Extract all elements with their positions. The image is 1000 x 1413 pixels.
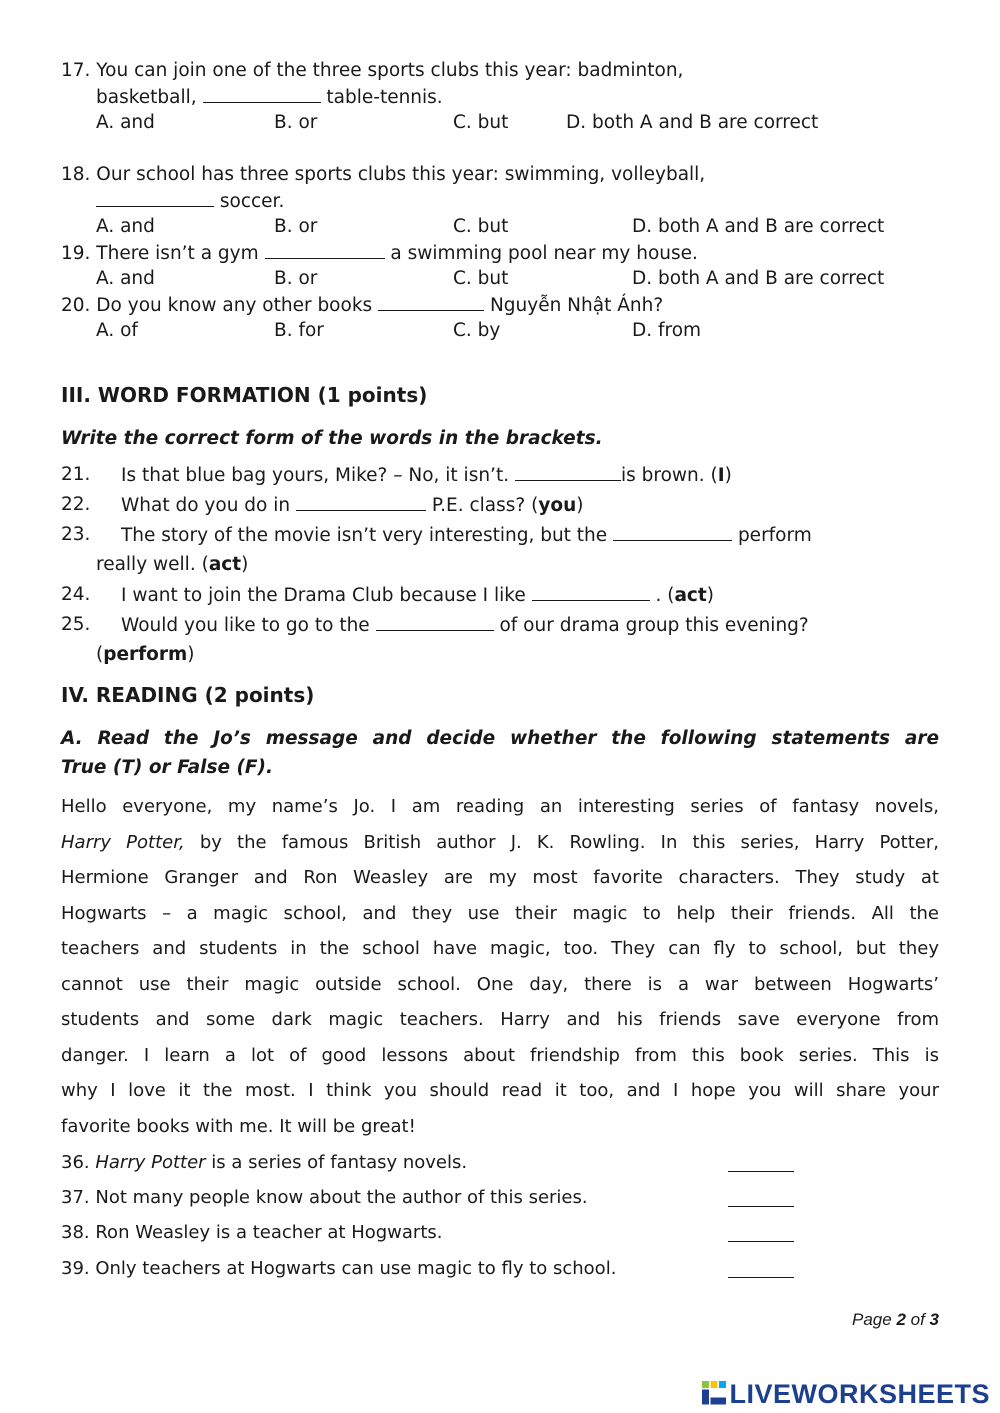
q19-blank[interactable] bbox=[265, 242, 385, 259]
passage-line: cannot use their magic outside school. One day, there is a war between Hogwarts’ bbox=[61, 974, 939, 995]
q19-option-b[interactable]: B. or bbox=[274, 268, 318, 289]
passage-line: teachers and students in the school have magic, too. They can fly to school, but they bbox=[61, 938, 939, 959]
passage-line: danger. I learn a lot of good lessons about friendship from this book series. This is bbox=[61, 1045, 939, 1066]
q19-option-c[interactable]: C. but bbox=[453, 268, 509, 289]
q17-stem-cont: basketball, table-tennis. bbox=[96, 87, 443, 108]
q17-blank[interactable] bbox=[203, 86, 321, 103]
q25-blank[interactable] bbox=[376, 614, 494, 631]
section-3-heading: III. WORD FORMATION (1 points) bbox=[61, 383, 428, 407]
q25-text: Would you like to go to the of our drama group this evening? bbox=[121, 615, 809, 636]
answer-blank-37[interactable] bbox=[728, 1190, 794, 1207]
q25-number: 25. bbox=[61, 614, 91, 635]
q24-number: 24. bbox=[61, 584, 91, 605]
passage-line: Harry Potter, by the famous British author J. K. Rowling. In this series, Harry Potter, bbox=[61, 832, 939, 853]
statement-38: 38. Ron Weasley is a teacher at Hogwarts. bbox=[61, 1222, 443, 1243]
q21-text: Is that blue bag yours, Mike? – No, it isn’t. is brown. (I) bbox=[121, 465, 732, 486]
q18-stem: 18. Our school has three sports clubs this year: swimming, volleyball, bbox=[61, 164, 706, 185]
passage-line: why I love it the most. I think you should read it too, and I hope you will share your bbox=[61, 1080, 939, 1101]
q20-stem: 20. Do you know any other books Nguyễn Nhật Ánh? bbox=[61, 295, 664, 316]
section-4-instruction-cont: True (T) or False (F). bbox=[61, 757, 274, 778]
q17-option-d[interactable]: D. both A and B are correct bbox=[566, 112, 819, 133]
passage-line: Hermione Granger and Ron Weasley are my most favorite characters. They study at bbox=[61, 867, 939, 888]
section-4-instruction: A. Read the Jo’s message and decide whether the following statements are bbox=[61, 728, 939, 749]
q20-blank[interactable] bbox=[378, 294, 484, 311]
q17-option-b[interactable]: B. or bbox=[274, 112, 318, 133]
q18-option-d[interactable]: D. both A and B are correct bbox=[632, 216, 885, 237]
q18-option-b[interactable]: B. or bbox=[274, 216, 318, 237]
q23-text: The story of the movie isn’t very interesting, but the perform bbox=[121, 525, 812, 546]
passage-line: students and some dark magic teachers. Harry and his friends save everyone from bbox=[61, 1009, 939, 1030]
q18-option-c[interactable]: C. but bbox=[453, 216, 509, 237]
q21-blank[interactable] bbox=[515, 464, 621, 481]
section-4-heading: IV. READING (2 points) bbox=[61, 683, 315, 707]
q19-option-a[interactable]: A. and bbox=[96, 268, 155, 289]
q23-blank[interactable] bbox=[613, 524, 732, 541]
passage-line: Hogwarts – a magic school, and they use their magic to help their friends. All the bbox=[61, 903, 939, 924]
q22-number: 22. bbox=[61, 494, 91, 515]
statement-39: 39. Only teachers at Hogwarts can use magic to fly to school. bbox=[61, 1258, 617, 1279]
q18-stem-cont: soccer. bbox=[96, 190, 284, 212]
q21-number: 21. bbox=[61, 464, 91, 485]
q20-option-c[interactable]: C. by bbox=[453, 320, 501, 341]
statement-37: 37. Not many people know about the author of this series. bbox=[61, 1187, 588, 1208]
q24-text: I want to join the Drama Club because I like . (act) bbox=[121, 585, 714, 606]
section-3-instruction: Write the correct form of the words in the brackets. bbox=[61, 428, 603, 449]
statement-36: 36. Harry Potter is a series of fantasy novels. bbox=[61, 1152, 468, 1173]
q24-blank[interactable] bbox=[532, 584, 650, 601]
q18-blank[interactable] bbox=[96, 190, 214, 207]
q20-option-d[interactable]: D. from bbox=[632, 320, 702, 341]
q17-option-c[interactable]: C. but bbox=[453, 112, 509, 133]
answer-blank-39[interactable] bbox=[728, 1261, 794, 1278]
passage-line: favorite books with me. It will be great! bbox=[61, 1116, 416, 1137]
q19-option-d[interactable]: D. both A and B are correct bbox=[632, 268, 885, 289]
q25-text-cont: (perform) bbox=[96, 644, 195, 665]
q22-blank[interactable] bbox=[296, 494, 426, 511]
q20-option-a[interactable]: A. of bbox=[96, 320, 138, 341]
passage-line: Hello everyone, my name’s Jo. I am reading an interesting series of fantasy novels, bbox=[61, 796, 939, 817]
liveworksheets-brand-text: LIVEWORKSHEETS bbox=[729, 1379, 990, 1409]
q23-text-cont: really well. (act) bbox=[96, 554, 249, 575]
answer-blank-38[interactable] bbox=[728, 1225, 794, 1242]
liveworksheets-logo-icon bbox=[701, 1380, 727, 1406]
page-number: Page 2 of 3 bbox=[852, 1310, 939, 1329]
liveworksheets-logo[interactable] bbox=[701, 1379, 990, 1410]
q18-option-a[interactable]: A. and bbox=[96, 216, 155, 237]
q19-stem: 19. There isn’t a gym a swimming pool near my house. bbox=[61, 243, 698, 264]
q23-number: 23. bbox=[61, 524, 91, 545]
answer-blank-36[interactable] bbox=[728, 1155, 794, 1172]
q17-option-a[interactable]: A. and bbox=[96, 112, 155, 133]
q20-option-b[interactable]: B. for bbox=[274, 320, 324, 341]
q22-text: What do you do in P.E. class? (you) bbox=[121, 495, 584, 516]
q17-stem: 17. You can join one of the three sports clubs this year: badminton, bbox=[61, 60, 684, 81]
